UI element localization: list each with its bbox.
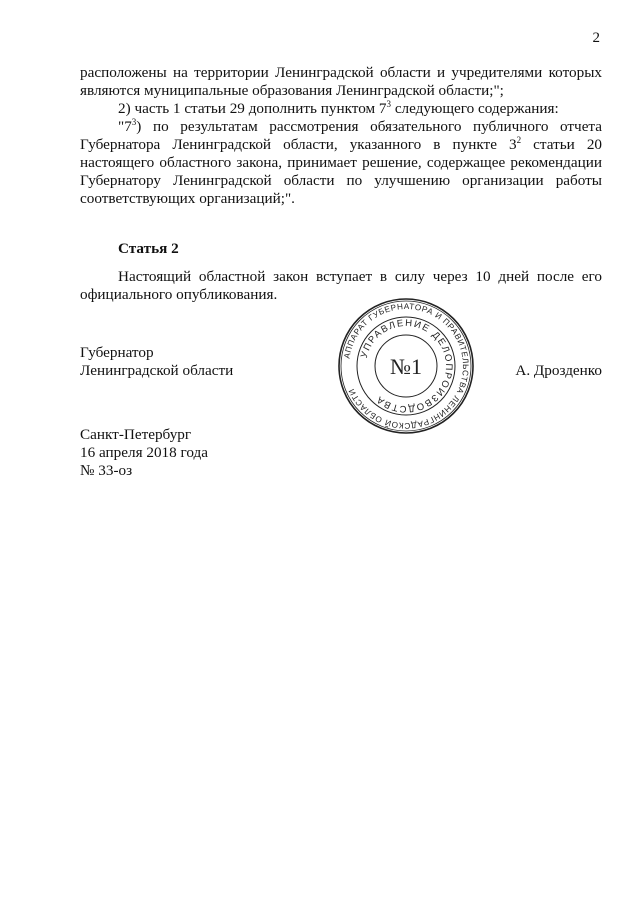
paragraph-point-7-3 [80, 118, 602, 208]
footer-law-number: № 33-оз [80, 462, 133, 479]
signature-title [80, 344, 233, 380]
stamp-number: №1 [390, 354, 422, 379]
point-superscript-1: 3 [131, 116, 137, 127]
document-body [80, 64, 602, 304]
page-number: 2 [592, 30, 600, 46]
signature-name: А. Дрозденко [515, 362, 602, 379]
item-2-text-a: 2) часть 1 статьи 29 дополнить пунктом 7 [118, 100, 387, 117]
stamp-outer-text: АППАРАТ ГУБЕРНАТОРА И ПРАВИТЕЛЬСТВА ЛЕНИНГРАДСКОЙ ОБЛАСТИ [342, 301, 471, 431]
footer-date: 16 апреля 2018 года [80, 444, 208, 461]
paragraph-continuation: расположены на территории Ленинградской области и учредителями которых являются муниципальные образования Ленинградской области;"; [80, 64, 602, 99]
footer-block [80, 426, 208, 480]
item-2-superscript: 3 [386, 98, 392, 109]
signature-title-line1: Губернатор [80, 344, 154, 361]
point-text-c: статьи 20 настоящего областного закона, принимает решение, содержащее рекомендации Губернатору Ленинградской области по улучшению организации работы соответствующих организаций;". [80, 136, 603, 207]
official-stamp [336, 296, 476, 436]
point-text-a: "7 [118, 118, 132, 135]
point-text-b: ) по результатам рассмотрения обязательного публичного отчета Губернатора Ленинградской области, указанного в пункте 3 [80, 118, 602, 153]
footer-city: Санкт-Петербург [80, 426, 192, 443]
item-2-text-b: следующего содержания: [391, 100, 559, 117]
article-text: Настоящий областной закон вступает в силу через 10 дней после его официального опубликования. [80, 268, 602, 303]
article-heading: Статья 2 [118, 240, 179, 257]
signature-title-line2: Ленинградской области [80, 362, 234, 379]
stamp-inner-text: УПРАВЛЕНИЕ ДЕЛОПРОИЗВОДСТВА [358, 317, 455, 415]
point-superscript-2: 2 [516, 134, 522, 145]
paragraph-item-2 [80, 100, 602, 118]
